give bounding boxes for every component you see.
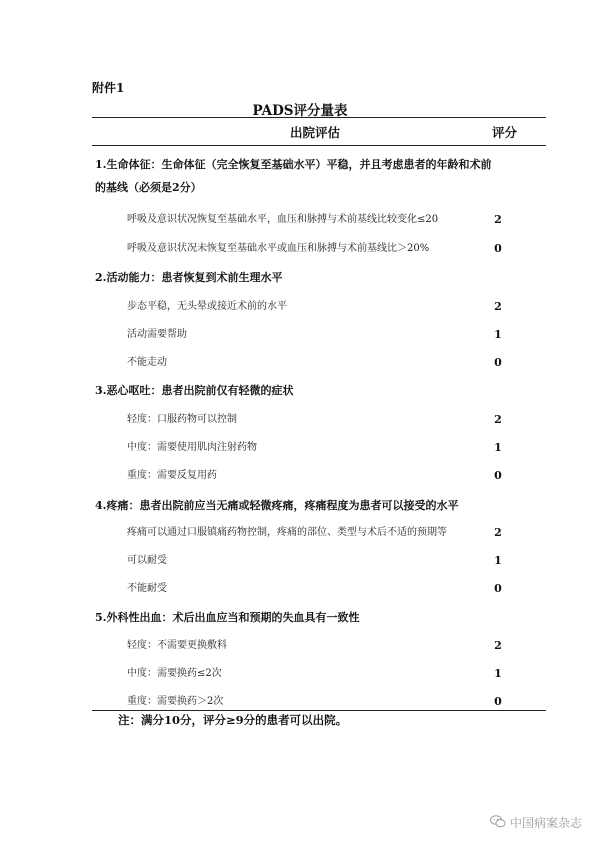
section-title [95, 153, 535, 199]
item-score: 1 [494, 554, 502, 567]
section-title: 2.活动能力：患者恢复到术前生理水平 [95, 271, 283, 284]
item-score: 0 [494, 242, 502, 255]
list-item: 中度：需要使用肌肉注射药物 [127, 442, 257, 453]
list-item: 呼吸及意识状况恢复至基础水平，血压和脉搏与术前基线比较变化≤20 [127, 214, 439, 225]
section-title: 5.外科性出血：术后出血应当和预期的失血具有一致性 [95, 611, 360, 624]
section-title-line: 的基线（必须是2分） [95, 181, 202, 194]
list-item: 步态平稳，无头晕或接近术前的水平 [127, 301, 287, 312]
item-score: 1 [494, 328, 502, 341]
list-item: 重度：需要换药＞2次 [127, 696, 224, 707]
item-score: 0 [494, 695, 502, 708]
table-top-rule [92, 117, 546, 118]
item-score: 2 [494, 413, 502, 426]
list-item: 疼痛可以通过口服镇痛药物控制，疼痛的部位、类型与术后不适的预期等 [127, 527, 447, 538]
section-title-line: 1.生命体征：生命体征（完全恢复至基础水平）平稳，并且考虑患者的年龄和术前 [95, 158, 492, 171]
item-score: 0 [494, 356, 502, 369]
watermark-text: 中国病案杂志 [509, 816, 582, 830]
wechat-icon [490, 815, 506, 831]
section-title: 4.疼痛：患者出院前应当无痛或轻微疼痛，疼痛程度为患者可以接受的水平 [95, 499, 459, 512]
table-title: PADS评分量表 [252, 103, 348, 119]
item-score: 2 [494, 639, 502, 652]
list-item: 不能耐受 [127, 583, 167, 594]
header-rule [92, 145, 546, 146]
item-score: 2 [494, 213, 502, 226]
list-item: 呼吸及意识状况未恢复至基础水平或血压和脉搏与术前基线比＞20% [127, 243, 430, 254]
list-item: 可以耐受 [127, 555, 167, 566]
list-item: 重度：需要反复用药 [127, 470, 217, 481]
list-item: 活动需要帮助 [127, 329, 187, 340]
item-score: 2 [494, 526, 502, 539]
footnote: 注：满分10分，评分≥9分的患者可以出院。 [118, 713, 348, 727]
item-score: 0 [494, 469, 502, 482]
section-title: 3.恶心呕吐：患者出院前仅有轻微的症状 [95, 384, 294, 397]
item-score: 2 [494, 300, 502, 313]
header-assessment: 出院评估 [290, 125, 341, 140]
annex-label: 附件1 [92, 81, 125, 95]
list-item: 轻度：口服药物可以控制 [127, 414, 237, 425]
header-score: 评分 [492, 125, 518, 140]
item-score: 0 [494, 582, 502, 595]
item-score: 1 [494, 667, 502, 680]
item-score: 1 [494, 441, 502, 454]
list-item: 轻度：不需要更换敷料 [127, 640, 227, 651]
table-bottom-rule [92, 710, 546, 711]
list-item: 不能走动 [127, 357, 167, 368]
watermark [490, 814, 582, 831]
list-item: 中度：需要换药≤2次 [127, 668, 222, 679]
